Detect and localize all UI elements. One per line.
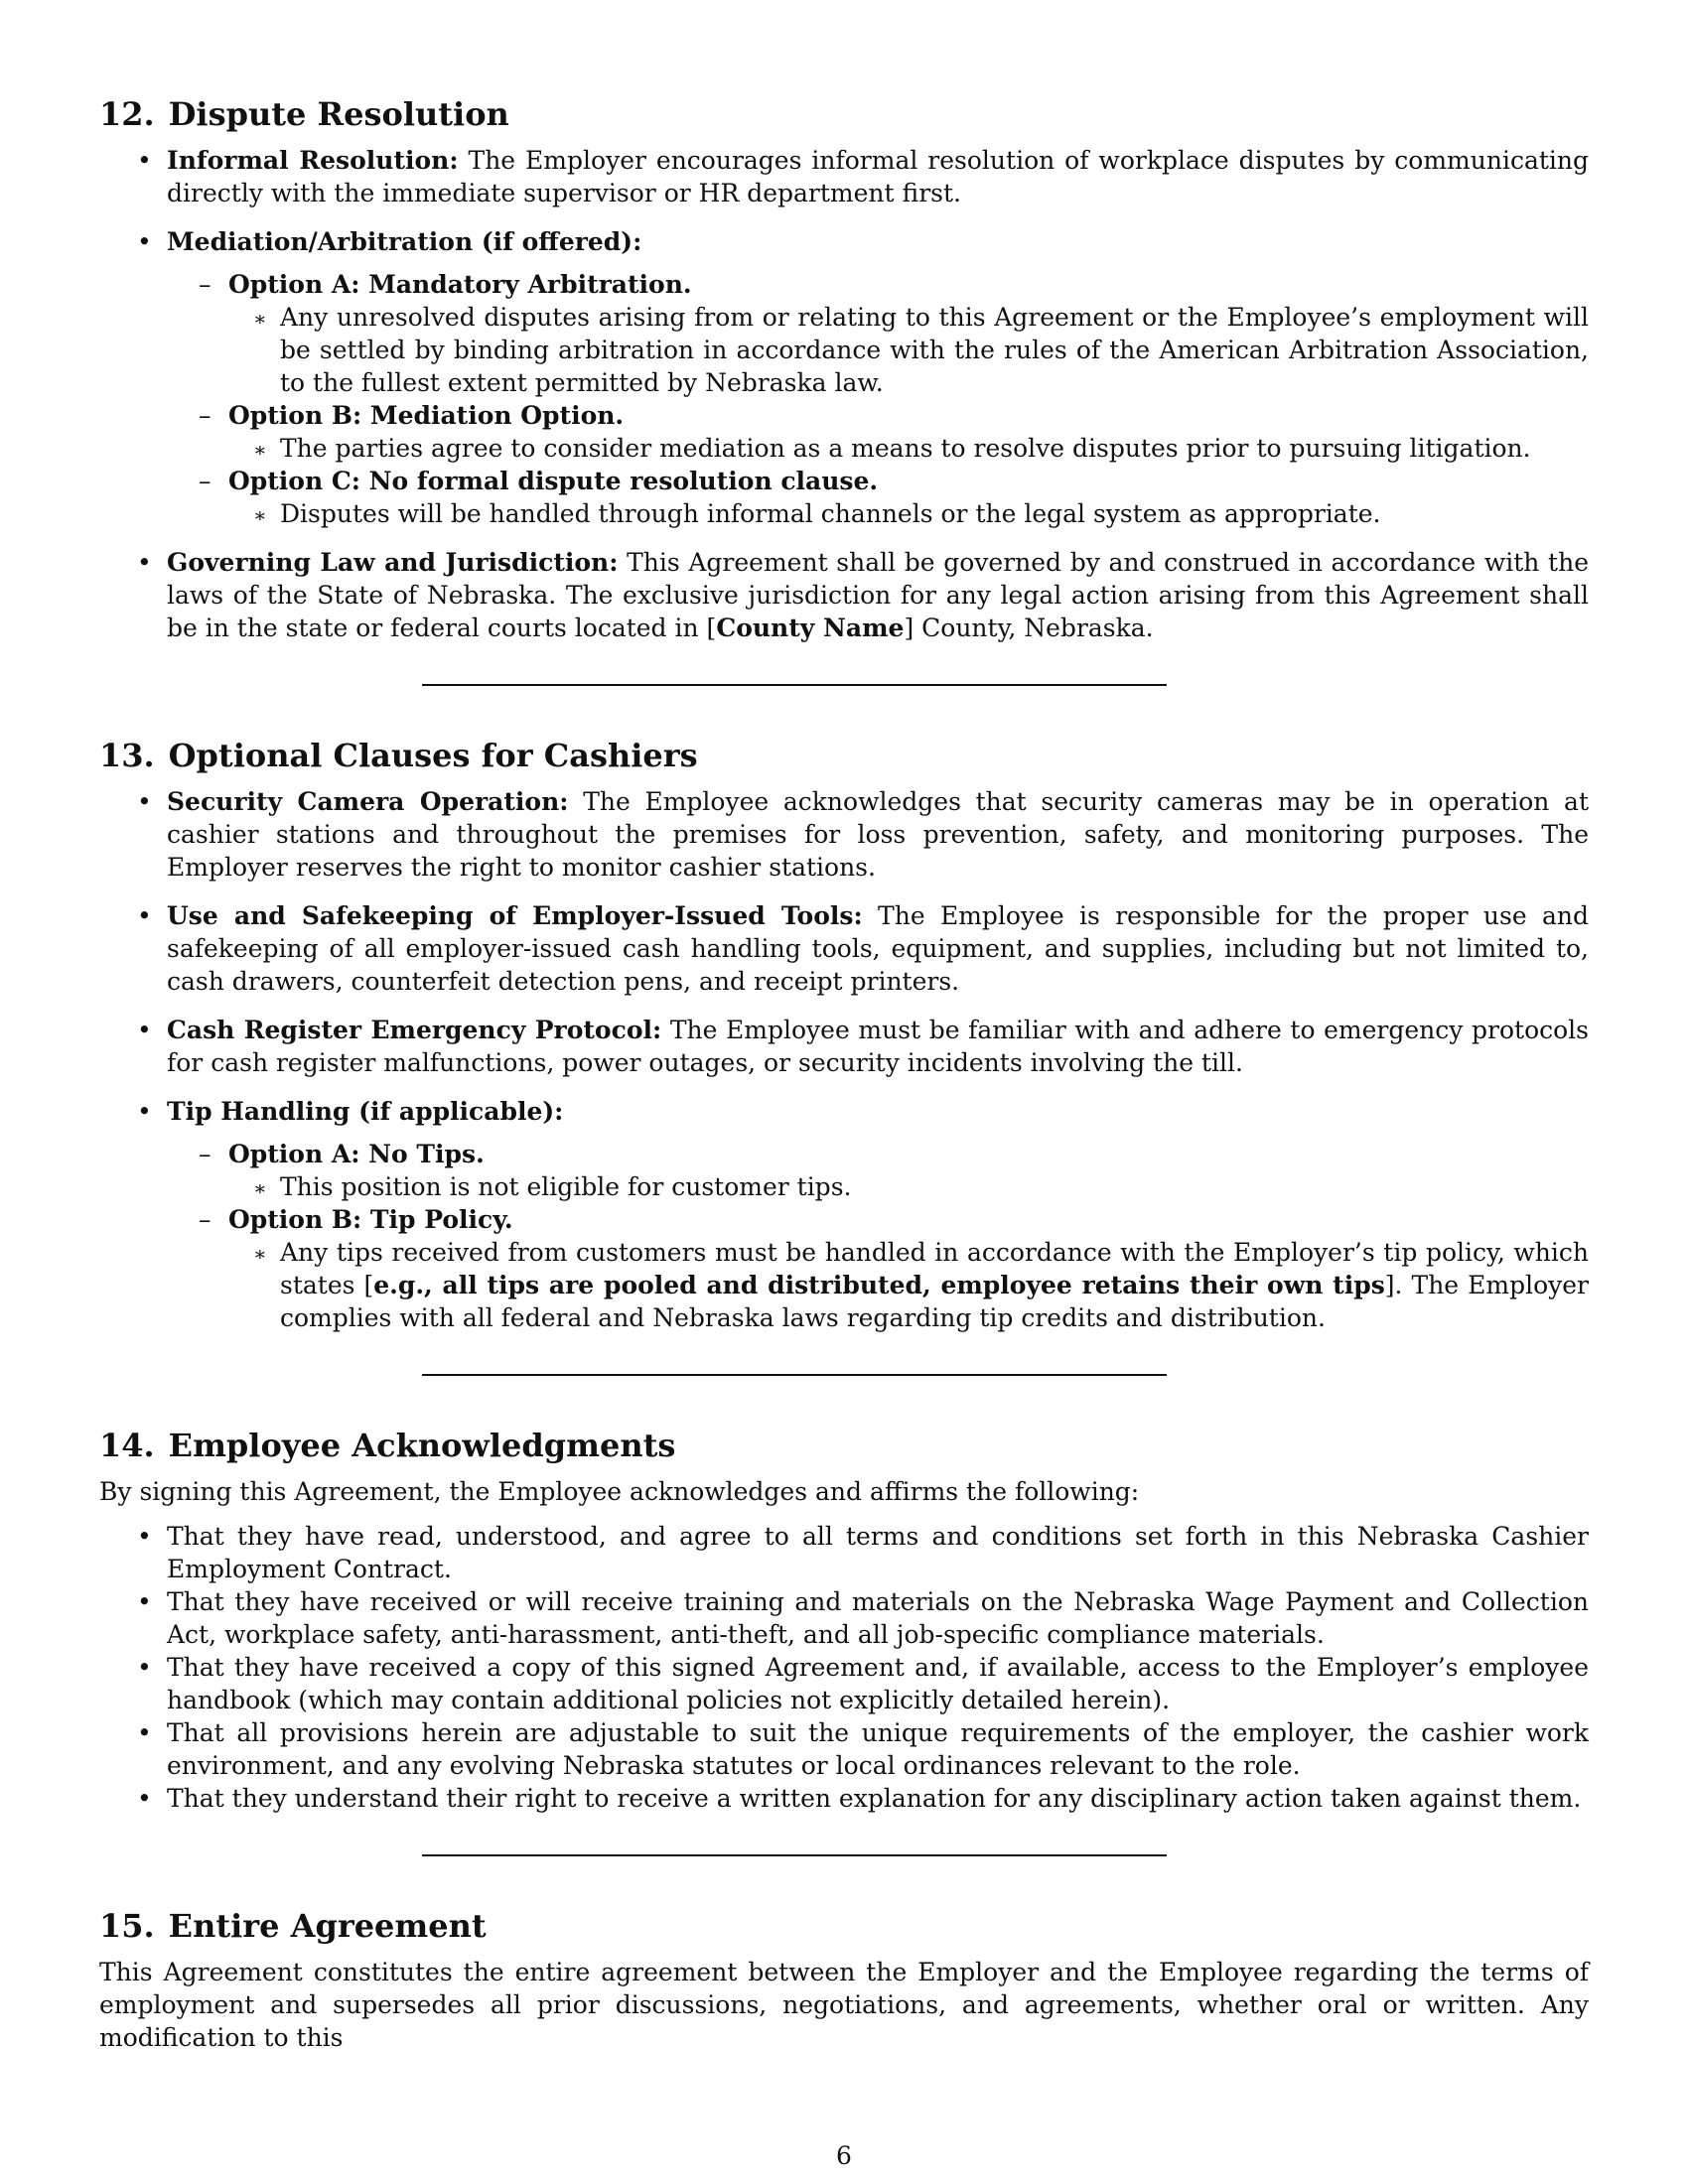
sub-option-text: This position is not eligible for customer tips. <box>280 1172 852 1201</box>
page-number: 6 <box>836 2141 852 2170</box>
asterisk-icon: ∗ <box>253 307 267 331</box>
sub-option-item <box>99 432 1589 465</box>
item-text: That all provisions herein are adjustable to suit the unique requirements of the employer, the cashier work environment, and any evolving Nebraska statutes or local ordinances relevant to the role. <box>167 1718 1589 1780</box>
list-item <box>99 1716 1589 1782</box>
sub-option-item <box>99 1170 1589 1203</box>
bullet-icon: • <box>137 787 152 816</box>
bullet-icon: • <box>137 1784 152 1813</box>
section-divider <box>422 1854 1167 1856</box>
document-page <box>99 94 1589 2054</box>
item-label: Mediation/Arbitration (if offered): <box>167 227 642 256</box>
dash-icon: – <box>199 1140 211 1168</box>
section-intro: By signing this Agreement, the Employee acknowledges and affirms the following: <box>99 1477 1140 1506</box>
sub-option-text: Any unresolved disputes arising from or relating to this Agreement or the Employee’s employment will be settled by binding arbitration in accordance with the rules of the American Arbitration Association, to the fullest extent permitted by Nebraska law. <box>280 303 1589 397</box>
dash-icon: – <box>199 270 211 299</box>
list-item <box>99 1520 1589 1585</box>
asterisk-icon: ∗ <box>253 438 267 462</box>
option-group <box>99 268 1589 530</box>
option-item <box>99 465 1589 497</box>
item-label: Informal Resolution: <box>167 146 459 175</box>
item-label: Governing Law and Jurisdiction: <box>167 548 619 577</box>
option-item <box>99 268 1589 301</box>
item-text: The Employer encourages informal resolution of workplace disputes by communicating directly with the immediate supervisor or HR department first. <box>167 146 1590 207</box>
section-divider <box>422 1374 1167 1376</box>
bullet-icon: • <box>137 1016 152 1044</box>
option-item <box>99 1203 1589 1236</box>
item-text: That they have read, understood, and agree to all terms and conditions set forth in this Nebraska Cashier Employment Contract. <box>167 1522 1589 1583</box>
sub-option-item <box>99 497 1589 530</box>
item-text: That they have received a copy of this signed Agreement and, if available, access to the Employer’s employee handbook (which may contain additional policies not explicitly detailed herein). <box>167 1653 1589 1714</box>
item-label: Tip Handling (if applicable): <box>167 1097 564 1126</box>
dash-icon: – <box>199 1205 211 1234</box>
section-heading: 14. Employee Acknowledgments <box>99 1427 676 1464</box>
bullet-icon: • <box>137 1522 152 1551</box>
tip-policy-placeholder: e.g., all tips are pooled and distributed, employee retains their own tips <box>373 1271 1385 1299</box>
bullet-icon: • <box>137 548 152 577</box>
list-item <box>99 785 1589 884</box>
asterisk-icon: ∗ <box>253 1242 267 1266</box>
list-item <box>99 899 1589 998</box>
county-placeholder: County Name <box>716 614 905 642</box>
bullet-icon: • <box>137 1653 152 1682</box>
list-item <box>99 546 1589 644</box>
bullet-icon: • <box>137 227 152 256</box>
option-item <box>99 399 1589 432</box>
item-text: The Employee acknowledges that security cameras may be in operation at cashier stations and throughout the premises for loss prevention, safety, and monitoring purposes. The Employer reserves the right to monitor cashier stations. <box>167 787 1589 882</box>
list-item <box>99 1014 1589 1079</box>
item-text: ] County, Nebraska. <box>904 614 1154 642</box>
sub-option-item <box>99 1236 1589 1334</box>
sub-option-item <box>99 301 1589 399</box>
section-heading: 12. Dispute Resolution <box>99 95 509 133</box>
option-item <box>99 1138 1589 1170</box>
section-body: This Agreement constitutes the entire agreement between the Employer and the Employee regarding the terms of employment and supersedes all prior discussions, negotiations, and agreements, whether oral or written. Any modification to this <box>99 1958 1589 2052</box>
list-item <box>99 1651 1589 1716</box>
asterisk-icon: ∗ <box>253 1176 267 1200</box>
bullet-icon: • <box>137 146 152 175</box>
bullet-icon: • <box>137 901 152 930</box>
item-text: That they understand their right to receive a written explanation for any disciplinary action taken against them. <box>167 1784 1582 1813</box>
section-divider <box>422 684 1167 686</box>
list-item <box>99 1585 1589 1651</box>
item-text: This Agreement shall be governed by and construed in accordance with the laws of the State of Nebraska. The exclusive jurisdiction for any legal action arising from this Agreement shall be in the state or federal courts located in [ <box>167 548 1589 642</box>
section-heading: 13. Optional Clauses for Cashiers <box>99 737 698 774</box>
list-item <box>99 144 1589 209</box>
bullet-icon: • <box>137 1718 152 1747</box>
option-label: Option A: No Tips. <box>228 1140 485 1168</box>
dash-icon: – <box>199 467 211 495</box>
item-text: That they have received or will receive training and materials on the Nebraska Wage Payment and Collection Act, workplace safety, anti-harassment, anti-theft, and all job-specific compliance materials. <box>167 1587 1589 1649</box>
item-label: Cash Register Emergency Protocol: <box>167 1016 662 1044</box>
sub-option-text: The parties agree to consider mediation as a means to resolve disputes prior to pursuing litigation. <box>280 434 1531 463</box>
sub-option-text: Any tips received from customers must be handled in accordance with the Employer’s tip policy, which states [ <box>280 1238 1589 1299</box>
item-text: The Employee must be familiar with and adhere to emergency protocols for cash register malfunctions, power outages, or security incidents involving the till. <box>167 1016 1589 1077</box>
option-label: Option A: Mandatory Arbitration. <box>228 270 692 299</box>
section-heading: 15. Entire Agreement <box>99 1907 487 1945</box>
item-label: Use and Safekeeping of Employer-Issued Tools: <box>167 901 863 930</box>
sub-option-text: Disputes will be handled through informal channels or the legal system as appropriate. <box>280 499 1381 528</box>
option-label: Option B: Tip Policy. <box>228 1205 513 1234</box>
item-label: Security Camera Operation: <box>167 787 569 816</box>
asterisk-icon: ∗ <box>253 503 267 527</box>
sub-option-text: ]. The Employer complies with all federal and Nebraska laws regarding tip credits and distribution. <box>280 1271 1590 1332</box>
option-label: Option C: No formal dispute resolution clause. <box>228 467 879 495</box>
bullet-icon: • <box>137 1587 152 1616</box>
list-item <box>99 1095 1589 1128</box>
bullet-icon: • <box>137 1097 152 1126</box>
list-item <box>99 225 1589 258</box>
list-item <box>99 1782 1589 1815</box>
option-label: Option B: Mediation Option. <box>228 401 625 430</box>
item-text: The Employee is responsible for the proper use and safekeeping of all employer-issued cash handling tools, equipment, and supplies, including but not limited to, cash drawers, counterfeit detection pens, and receipt printers. <box>167 901 1589 996</box>
option-group <box>99 1138 1589 1334</box>
dash-icon: – <box>199 401 211 430</box>
